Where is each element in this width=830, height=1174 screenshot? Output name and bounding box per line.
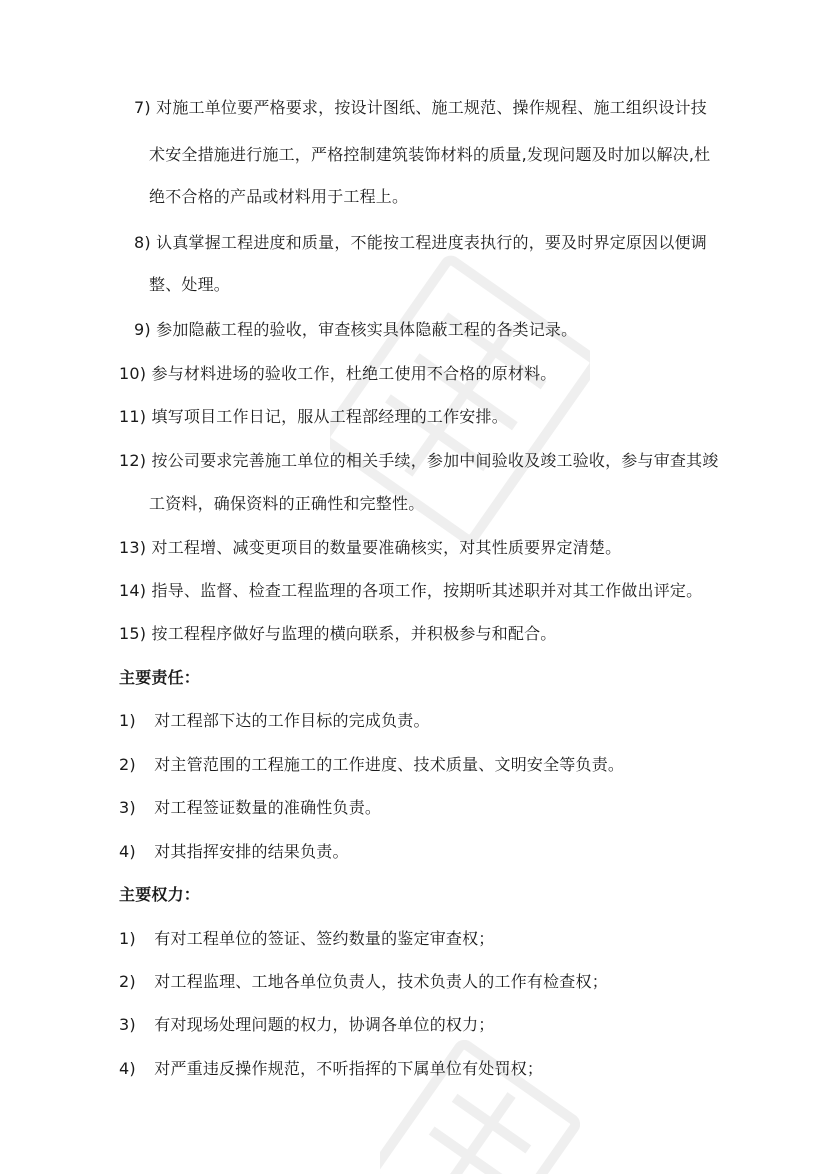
item-text: 对工程部下达的工作目标的完成负责。	[154, 711, 430, 730]
item-number: 4)	[119, 842, 136, 861]
list-item	[134, 233, 707, 253]
item-text: 对工程签证数量的准确性负责。	[154, 798, 382, 817]
list-item	[119, 929, 495, 949]
item-text: 参与材料进场的验收工作，杜绝工使用不合格的原材料。	[151, 364, 557, 383]
item-number: 2)	[119, 972, 136, 991]
item-number: 7)	[134, 98, 151, 117]
item-number: 13)	[119, 538, 147, 557]
item-number: 9)	[134, 320, 151, 339]
list-item	[134, 98, 707, 118]
list-item	[119, 755, 624, 775]
list-item	[119, 581, 702, 601]
item-number: 3)	[119, 1015, 136, 1034]
item-text: 按工程程序做好与监理的横向联系，并积极参与和配合。	[151, 624, 557, 643]
item-number: 15)	[119, 624, 147, 643]
item-number: 10)	[119, 364, 147, 383]
item-text: 有对现场处理问题的权力，协调各单位的权力；	[154, 1015, 495, 1034]
list-item	[119, 798, 381, 818]
list-item	[119, 538, 621, 558]
item-text: 对主管范围的工程施工的工作进度、技术质量、文明安全等负责。	[154, 755, 625, 774]
item-number: 1)	[119, 929, 136, 948]
item-number: 2)	[119, 755, 136, 774]
list-item	[119, 624, 557, 644]
list-item-continuation: 术安全措施进行施工，严格控制建筑装饰材料的质量,发现问题及时加以解决,杜	[149, 145, 711, 164]
list-item	[119, 364, 557, 384]
list-item	[119, 1059, 543, 1079]
list-item	[119, 1015, 495, 1035]
item-number: 14)	[119, 581, 147, 600]
item-number: 11)	[119, 407, 147, 426]
list-item	[119, 711, 430, 731]
item-number: 1)	[119, 711, 136, 730]
item-text: 参加隐蔽工程的验收，审查核实具体隐蔽工程的各类记录。	[156, 320, 578, 339]
section-heading-responsibilities: 主要责任：	[119, 668, 201, 687]
item-number: 8)	[134, 233, 151, 252]
item-text: 按公司要求完善施工单位的相关手续，参加中间验收及竣工验收，参与审查其竣	[151, 451, 719, 470]
item-text: 对工程增、减变更项目的数量要准确核实，对其性质要界定清楚。	[151, 538, 622, 557]
list-item-continuation: 绝不合格的产品或材料用于工程上。	[149, 187, 409, 206]
item-text: 对其指挥安排的结果负责。	[154, 842, 349, 861]
item-text: 有对工程单位的签证、签约数量的鉴定审查权；	[154, 929, 495, 948]
item-text: 指导、监督、检查工程监理的各项工作，按期听其述职并对其工作做出评定。	[151, 581, 703, 600]
list-item	[134, 320, 577, 340]
list-item-continuation: 整、处理。	[149, 275, 231, 294]
item-number: 12)	[119, 451, 147, 470]
item-text: 对工程监理、工地各单位负责人，技术负责人的工作有检查权；	[154, 972, 608, 991]
item-text: 对施工单位要严格要求，按设计图纸、施工规范、操作规程、施工组织设计技	[156, 98, 707, 117]
list-item-continuation: 工资料，确保资料的正确性和完整性。	[149, 494, 425, 513]
item-text: 填写项目工作日记，服从工程部经理的工作安排。	[151, 407, 508, 426]
list-item	[119, 842, 349, 862]
item-number: 4)	[119, 1059, 136, 1078]
list-item	[119, 451, 719, 471]
item-text: 对严重违反操作规范，不听指挥的下属单位有处罚权；	[154, 1059, 544, 1078]
section-heading-authority: 主要权力：	[119, 885, 201, 904]
item-text: 认真掌握工程进度和质量，不能按工程进度表执行的，要及时界定原因以便调	[156, 233, 707, 252]
list-item	[119, 972, 608, 992]
item-number: 3)	[119, 798, 136, 817]
list-item	[119, 407, 508, 427]
